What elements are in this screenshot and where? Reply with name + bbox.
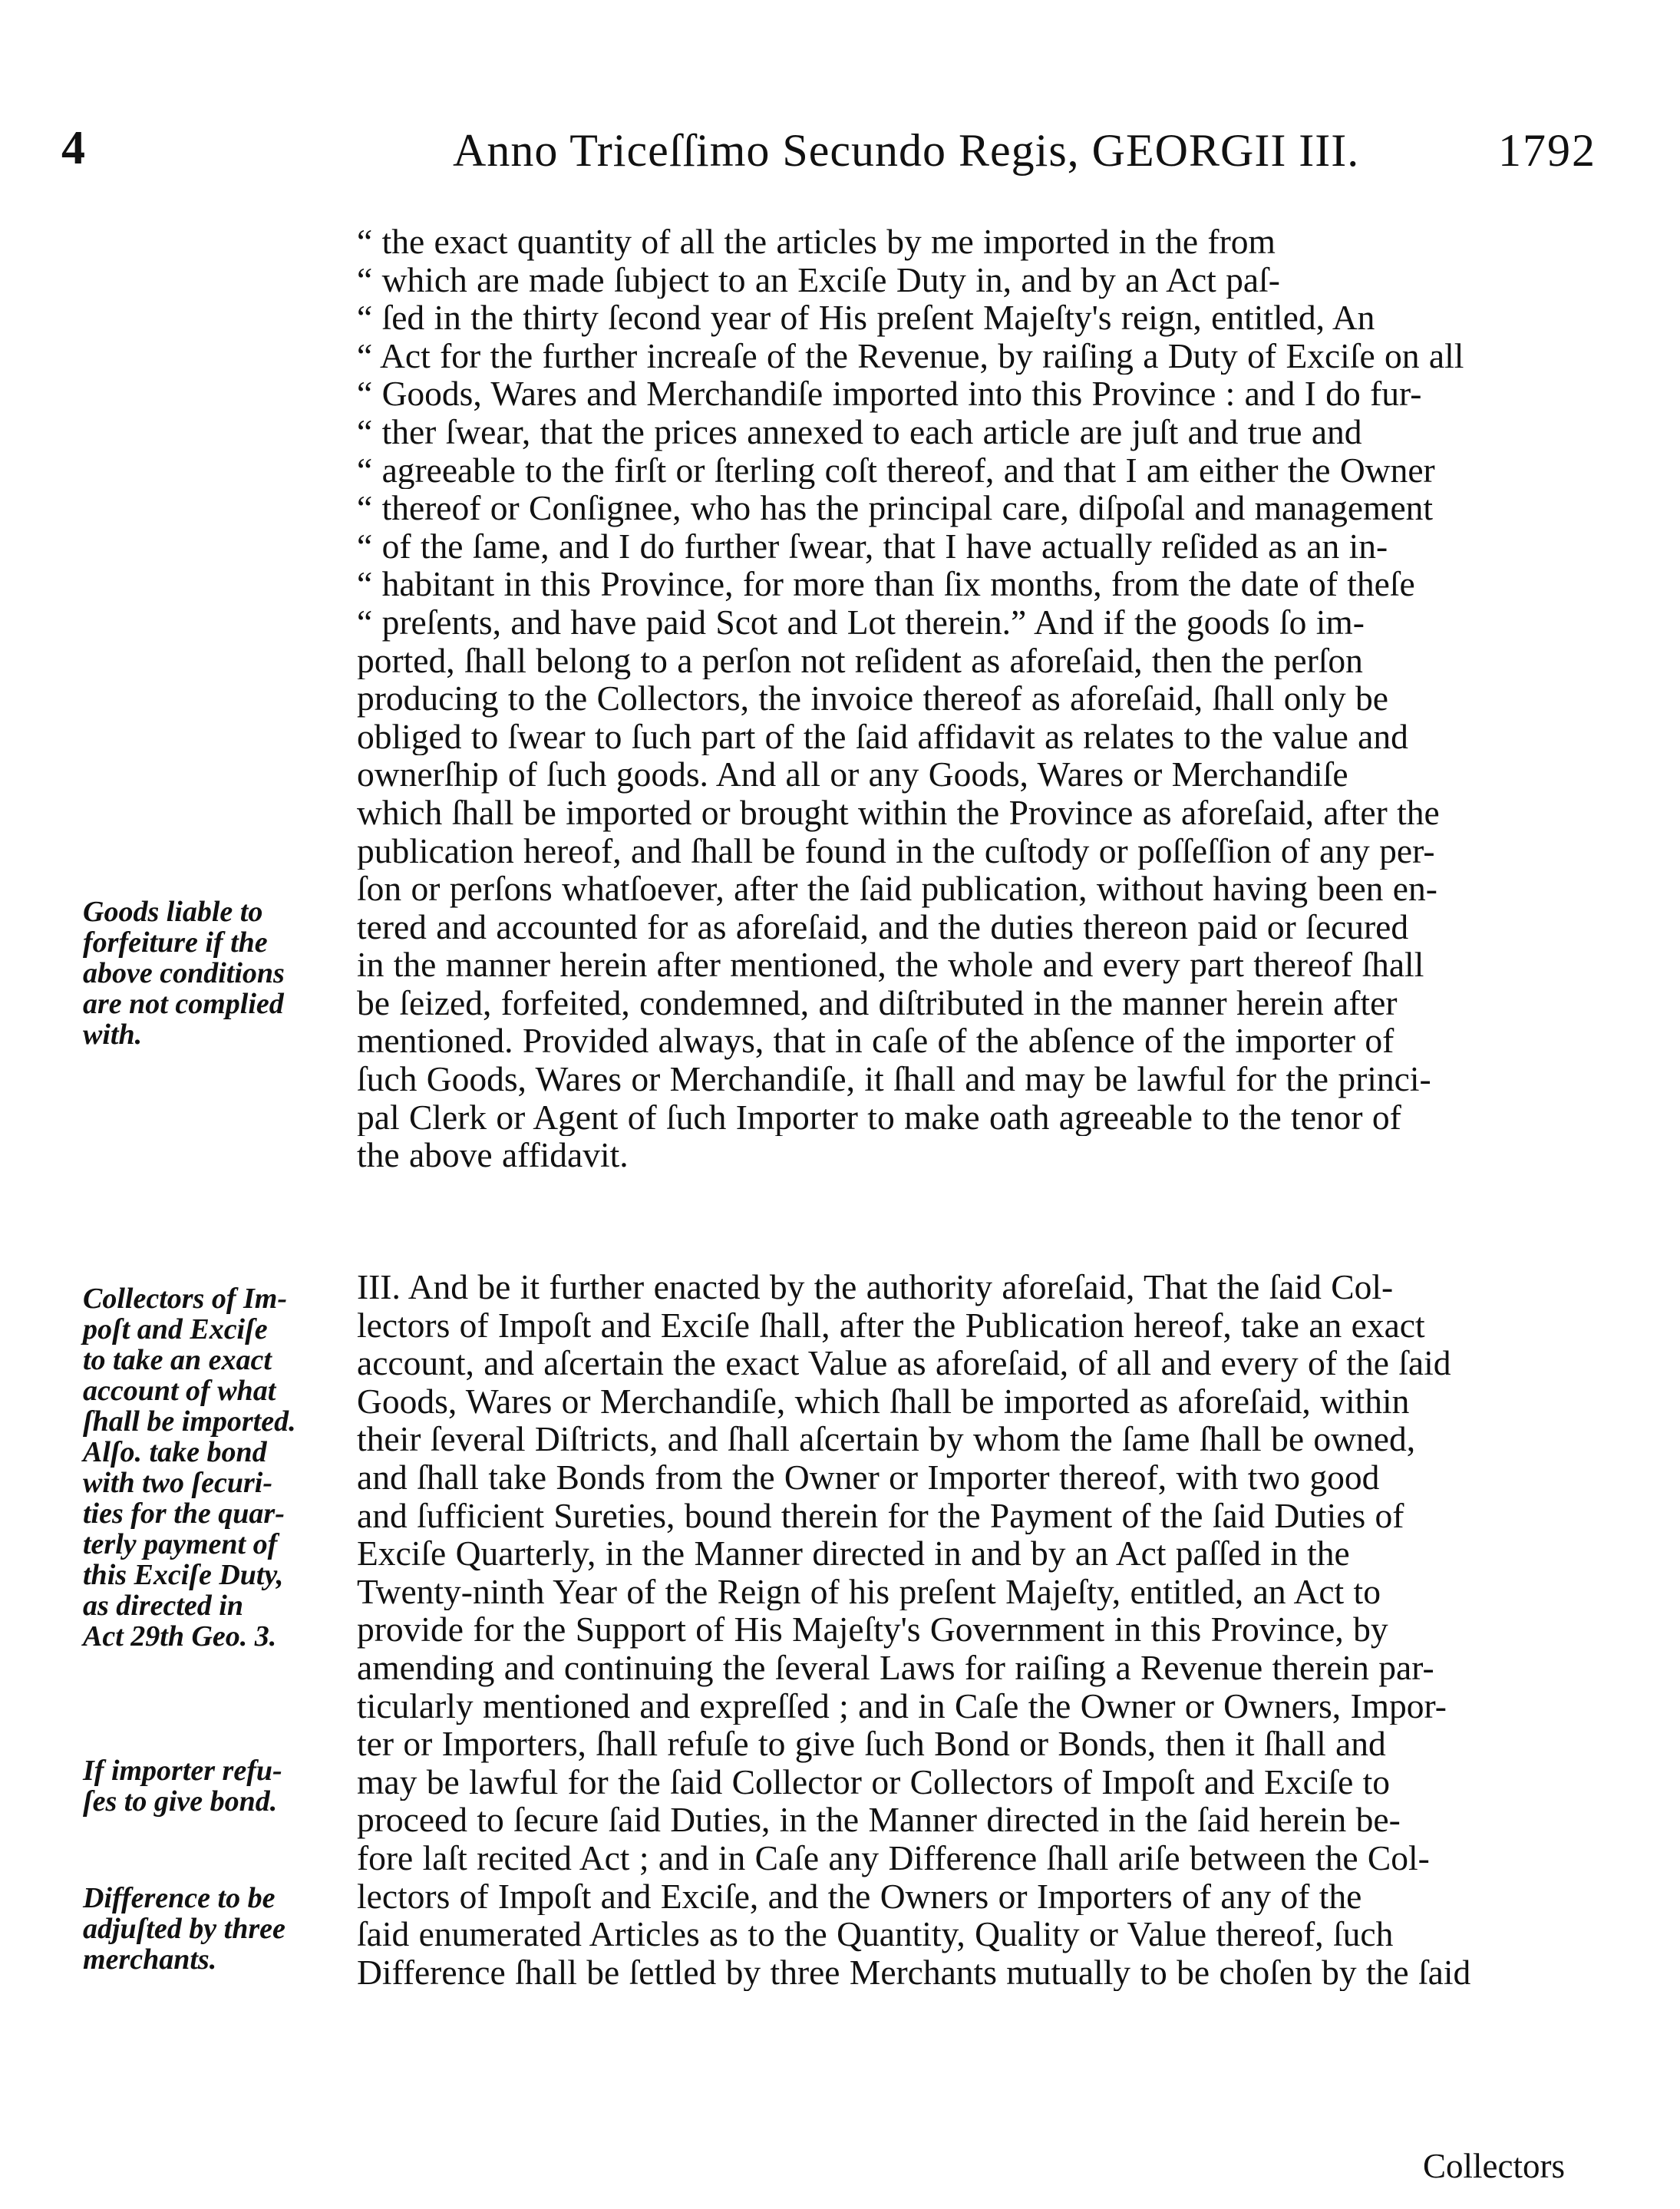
margin-note-line: above conditions — [83, 957, 285, 989]
text-line: lectors of Impoſt and Exciſe, and the Owners or Importers of any of the — [357, 1877, 1362, 1916]
text-line: lectors of Impoſt and Exciſe ſhall, after the Publication hereof, take an exact — [357, 1306, 1425, 1345]
text-line: ſuch Goods, Wares or Merchandiſe, it ſhall and may be lawful for the princi- — [357, 1060, 1431, 1098]
text-line: “ Goods, Wares and Merchandiſe imported into this Province : and I do fur- — [357, 375, 1422, 413]
margin-note-collectors — [83, 1283, 336, 1652]
page-number: 4 — [61, 122, 85, 174]
text-line: “ which are made ſubject to an Exciſe Duty in, and by an Act paſ- — [357, 260, 1280, 299]
margin-note-forfeiture — [83, 896, 336, 1050]
text-line: publication hereof, and ſhall be found in the cuſtody or poſſeſſion of any per- — [357, 831, 1435, 870]
text-line: “ agreeable to the firſt or ſterling coſt thereof, and that I am either the Owner — [357, 451, 1435, 490]
text-line: may be lawful for the ſaid Collector or Collectors of Impoſt and Exciſe to — [357, 1762, 1391, 1801]
text-line: “ thereof or Conſignee, who has the principal care, diſpoſal and management — [357, 489, 1434, 527]
text-line: “ Act for the further increaſe of the Revenue, by raiſing a Duty of Exciſe on all — [357, 336, 1464, 375]
text-line: their ſeveral Diſtricts, and ſhall aſcertain by whom the ſame ſhall be owned, — [357, 1420, 1416, 1458]
text-line: the above affidavit. — [357, 1136, 629, 1174]
margin-note-line: Difference to be — [83, 1882, 276, 1914]
margin-note-line: ſhall be imported. — [83, 1405, 296, 1438]
text-line: “ habitant in this Province, for more than ſix months, from the date of theſe — [357, 565, 1415, 603]
margin-note-line: account of what — [83, 1375, 276, 1407]
margin-note-difference — [83, 1883, 336, 1975]
text-line: fore laſt recited Act ; and in Caſe any Difference ſhall ariſe between the Col- — [357, 1838, 1430, 1877]
margin-note-line: as directed in — [83, 1590, 243, 1622]
running-title: Anno Triceſſimo Secundo Regis, GEORGII III. — [453, 125, 1360, 176]
text-line: ported, ſhall belong to a perſon not reſident as aforeſaid, then the perſon — [357, 641, 1363, 680]
text-line: ownerſhip of ſuch goods. And all or any Goods, Wares or Merchandiſe — [357, 755, 1348, 794]
text-line: be ſeized, forfeited, condemned, and diſtributed in the manner herein after — [357, 983, 1398, 1022]
text-line: “ ſed in the thirty ſecond year of His preſent Majeſty's reign, entitled, An — [357, 299, 1375, 337]
margin-note-line: Collectors of Im- — [83, 1283, 287, 1315]
text-line: ſon or perſons whatſoever, after the ſaid publication, without having been en- — [357, 870, 1437, 908]
margin-note-refuses-bond — [83, 1755, 336, 1817]
text-line: ter or Importers, ſhall refuſe to give ſuch Bond or Bonds, then it ſhall and — [357, 1725, 1386, 1763]
text-line: Goods, Wares or Merchandiſe, which ſhall be imported as aforeſaid, within — [357, 1382, 1410, 1421]
margin-note-line: Alſo. take bond — [83, 1436, 267, 1468]
catchword: Collectors — [1423, 2147, 1565, 2185]
page-header — [54, 121, 1596, 190]
text-line: ſaid enumerated Articles as to the Quantity, Quality or Value thereof, ſuch — [357, 1915, 1394, 1953]
text-line: tered and accounted for as aforeſaid, and the duties thereon paid or ſecured — [357, 907, 1409, 946]
text-line: which ſhall be imported or brought within the Province as aforeſaid, after the — [357, 793, 1440, 832]
margin-note-line: Goods liable to — [83, 896, 263, 928]
margin-note-line: forfeiture if the — [83, 926, 268, 959]
margin-note-line: with. — [83, 1019, 143, 1051]
margin-note-line: adjuſted by three — [83, 1913, 286, 1945]
text-line: III. And be it further enacted by the authority aforeſaid, That the ſaid Col- — [357, 1268, 1394, 1306]
text-line: pal Clerk or Agent of ſuch Importer to make oath agreeable to the tenor of — [357, 1098, 1401, 1137]
margin-note-line: with two ſecuri- — [83, 1467, 273, 1499]
paragraph-affidavit-continuation — [357, 223, 1554, 1174]
text-line: provide for the Support of His Majeſty's Government in this Province, by — [357, 1610, 1388, 1649]
text-line: “ of the ſame, and I do further ſwear, that I have actually reſided as an in- — [357, 527, 1388, 566]
margin-note-line: ſes to give bond. — [83, 1785, 278, 1818]
margin-note-line: Act 29th Geo. 3. — [83, 1620, 277, 1653]
text-line: Twenty-ninth Year of the Reign of his preſent Majeſty, entitled, an Act to — [357, 1572, 1381, 1611]
text-line: “ ther ſwear, that the prices annexed to each article are juſt and true and — [357, 412, 1362, 451]
text-line: “ preſents, and have paid Scot and Lot therein.” And if the goods ſo im- — [357, 603, 1365, 642]
paragraph-section-three — [357, 1268, 1554, 1991]
margin-note-line: this Exciſe Duty, — [83, 1559, 284, 1591]
text-line: Difference ſhall be ſettled by three Merchants mutually to be choſen by the ſaid — [357, 1953, 1471, 1992]
text-line: producing to the Collectors, the invoice thereof as aforeſaid, ſhall only be — [357, 679, 1388, 718]
text-line: and ſhall take Bonds from the Owner or Importer thereof, with two good — [357, 1458, 1380, 1497]
page-year: 1792 — [1498, 125, 1596, 176]
text-line: amending and continuing the ſeveral Laws for raiſing a Revenue therein par- — [357, 1648, 1434, 1687]
text-line: mentioned. Provided always, that in caſe of the abſence of the importer of — [357, 1022, 1394, 1061]
margin-note-line: If importer refu- — [83, 1755, 282, 1787]
margin-note-line: are not complied — [83, 988, 284, 1020]
text-line: obliged to ſwear to ſuch part of the ſaid affidavit as relates to the value and — [357, 717, 1408, 756]
text-line: and ſufficient Sureties, bound therein for the Payment of the ſaid Duties of — [357, 1496, 1404, 1535]
text-line: Exciſe Quarterly, in the Manner directed in and by an Act paſſed in the — [357, 1534, 1350, 1573]
margin-note-line: merchants. — [83, 1943, 217, 1976]
text-line: in the manner herein after mentioned, the whole and every part thereof ſhall — [357, 946, 1424, 984]
text-line: proceed to ſecure ſaid Duties, in the Manner directed in the ſaid herein be- — [357, 1801, 1401, 1839]
text-line: account, and aſcertain the exact Value as aforeſaid, of all and every of the ſaid — [357, 1344, 1451, 1382]
text-line: “ the exact quantity of all the articles by me imported in the from — [357, 223, 1276, 261]
margin-note-line: terly payment of — [83, 1528, 278, 1560]
margin-note-line: to take an exact — [83, 1344, 272, 1376]
margin-note-line: ties for the quar- — [83, 1497, 285, 1530]
text-line: ticularly mentioned and expreſſed ; and in Caſe the Owner or Owners, Impor- — [357, 1686, 1447, 1725]
margin-note-line: poſt and Exciſe — [83, 1313, 268, 1346]
